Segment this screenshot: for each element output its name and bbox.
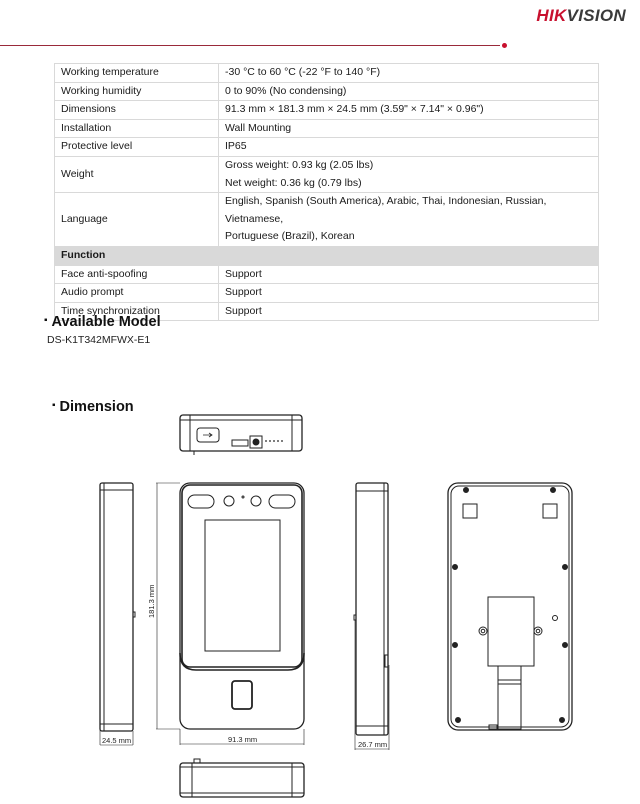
logo-vision: VISION — [566, 6, 626, 25]
table-row — [55, 82, 599, 101]
available-model-title: Available Model — [51, 314, 161, 330]
spec-table — [54, 63, 599, 321]
header-divider — [0, 45, 500, 46]
model-number: DS-K1T342MFWX-E1 — [47, 334, 151, 346]
width-label: 91.3 mm — [228, 735, 258, 744]
depth-right-label: 26.7 mm — [358, 740, 388, 749]
hikvision-logo — [536, 6, 626, 26]
spec-label: Dimensions — [55, 101, 219, 120]
table-row — [55, 119, 599, 138]
bottom-view — [180, 759, 304, 797]
dimension-drawing — [0, 400, 640, 804]
section-header-function: Function — [55, 246, 599, 265]
spec-label: Installation — [55, 119, 219, 138]
back-view — [448, 483, 572, 730]
spec-label: Face anti-spoofing — [55, 265, 219, 284]
logo-hik: HIK — [536, 6, 567, 25]
table-row — [55, 284, 599, 303]
table-row — [55, 138, 599, 157]
spec-value: Support — [219, 302, 599, 321]
spec-value-line: English, Spanish (South America), Arabic, Thai, Indonesian, Russian, Vietnamese, — [225, 195, 547, 225]
bullet-icon: ▪ — [52, 400, 56, 411]
available-model-heading — [44, 314, 161, 330]
table-row — [55, 101, 599, 120]
table-row — [55, 193, 599, 247]
spec-value: IP65 — [219, 138, 599, 157]
dimension-title: Dimension — [59, 399, 134, 415]
page-header — [0, 0, 640, 60]
front-view — [156, 483, 304, 745]
spec-value-line: Portuguese (Brazil), Korean — [225, 230, 355, 243]
header-dot — [502, 43, 507, 48]
height-label: 181.3 mm — [147, 584, 156, 618]
spec-label: Protective level — [55, 138, 219, 157]
bullet-icon: ▪ — [44, 315, 48, 326]
top-view — [180, 415, 302, 455]
spec-value — [219, 193, 599, 247]
spec-value: -30 °C to 60 °C (-22 °F to 140 °F) — [219, 64, 599, 83]
spec-value: Support — [219, 284, 599, 303]
table-row — [55, 265, 599, 284]
spec-label: Audio prompt — [55, 284, 219, 303]
spec-value: Support — [219, 265, 599, 284]
spec-value-line: Gross weight: 0.93 kg (2.05 lbs) — [225, 158, 374, 171]
spec-value — [219, 156, 599, 192]
spec-label: Working humidity — [55, 82, 219, 101]
right-side-view — [354, 483, 389, 750]
spec-value: Wall Mounting — [219, 119, 599, 138]
spec-value: 91.3 mm × 181.3 mm × 24.5 mm (3.59" × 7.14" × 0.96") — [219, 101, 599, 120]
spec-label: Time synchronization — [55, 302, 219, 321]
depth-left-label: 24.5 mm — [102, 736, 132, 745]
spec-value: 0 to 90% (No condensing) — [219, 82, 599, 101]
left-side-view — [100, 483, 135, 745]
spec-label: Working temperature — [55, 64, 219, 83]
table-row — [55, 156, 599, 192]
section-header-row — [55, 246, 599, 265]
table-row — [55, 64, 599, 83]
spec-label: Language — [55, 193, 219, 247]
spec-value-line: Net weight: 0.36 kg (0.79 lbs) — [225, 176, 362, 189]
spec-label: Weight — [55, 156, 219, 192]
